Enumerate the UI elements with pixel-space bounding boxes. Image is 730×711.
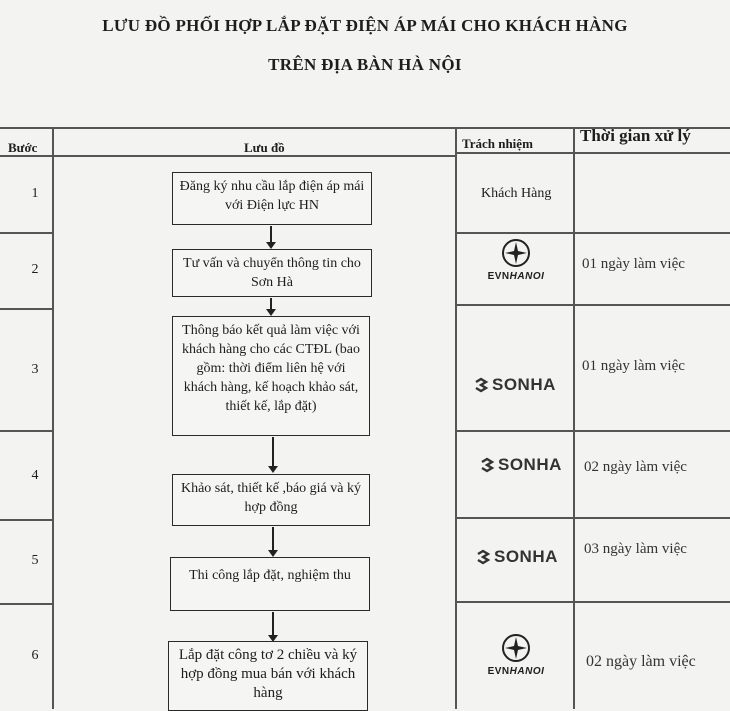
flow-box-6: Lắp đặt công tơ 2 chiều và ký hợp đồng mua bán với khách hàng bbox=[168, 641, 368, 711]
flow-arrow bbox=[272, 527, 274, 551]
document-title-line2: TRÊN ĐỊA BÀN HÀ NỘI bbox=[268, 55, 462, 74]
processing-time: 03 ngày làm việc bbox=[584, 541, 687, 557]
header-time: Thời gian xử lý bbox=[580, 126, 691, 145]
flow-box-5: Thi công lắp đặt, nghiệm thu bbox=[170, 557, 370, 611]
evn-emblem-icon bbox=[500, 632, 532, 664]
sonha-logo: SONHA bbox=[475, 547, 558, 567]
flow-arrow bbox=[272, 612, 274, 636]
header-step: Bước bbox=[8, 140, 38, 155]
flow-arrow bbox=[270, 298, 272, 310]
processing-time: 02 ngày làm việc bbox=[584, 459, 687, 475]
sonha-emblem-icon bbox=[475, 549, 491, 565]
document-title-line1: LƯU ĐỒ PHỐI HỢP LẮP ĐẶT ĐIỆN ÁP MÁI CHO KHÁCH HÀNG bbox=[102, 16, 628, 35]
processing-time: 02 ngày làm việc bbox=[586, 653, 696, 670]
sonha-logo: SONHA bbox=[473, 375, 556, 395]
step-number: 1 bbox=[31, 186, 39, 201]
sonha-emblem-icon bbox=[479, 457, 495, 473]
processing-time: 01 ngày làm việc bbox=[582, 256, 685, 272]
sonha-emblem-icon bbox=[473, 377, 489, 393]
flow-box-1: Đăng ký nhu cầu lắp điện áp mái với Điện lực HN bbox=[172, 172, 372, 225]
header-responsibility: Trách nhiệm bbox=[462, 136, 533, 151]
evn-hanoi-logo: EVNHANOI bbox=[466, 237, 566, 282]
step-number: 3 bbox=[31, 362, 39, 377]
flow-box-3: Thông báo kết quả làm việc với khách hàng cho các CTĐL (bao gồm: thời điểm liên hệ với khách hàng, kế hoạch khảo sát, thiết kế, lắp đặt) bbox=[172, 316, 370, 436]
sonha-logo: SONHA bbox=[479, 455, 562, 475]
flow-arrow bbox=[272, 437, 274, 467]
step-number: 4 bbox=[31, 468, 39, 483]
flow-arrow bbox=[270, 226, 272, 243]
flow-box-4: Khảo sát, thiết kế ,báo giá và ký hợp đồng bbox=[172, 474, 370, 526]
step-number: 5 bbox=[31, 553, 39, 568]
step-number: 2 bbox=[31, 262, 39, 277]
processing-time: 01 ngày làm việc bbox=[582, 358, 685, 374]
step-number: 6 bbox=[31, 648, 39, 663]
evn-emblem-icon bbox=[500, 237, 532, 269]
responsibility-customer: Khách Hàng bbox=[481, 186, 552, 201]
flow-box-2: Tư vấn và chuyển thông tin cho Sơn Hà bbox=[172, 249, 372, 297]
evn-hanoi-logo: EVNHANOI bbox=[466, 632, 566, 677]
header-flow: Lưu đồ bbox=[244, 140, 285, 155]
